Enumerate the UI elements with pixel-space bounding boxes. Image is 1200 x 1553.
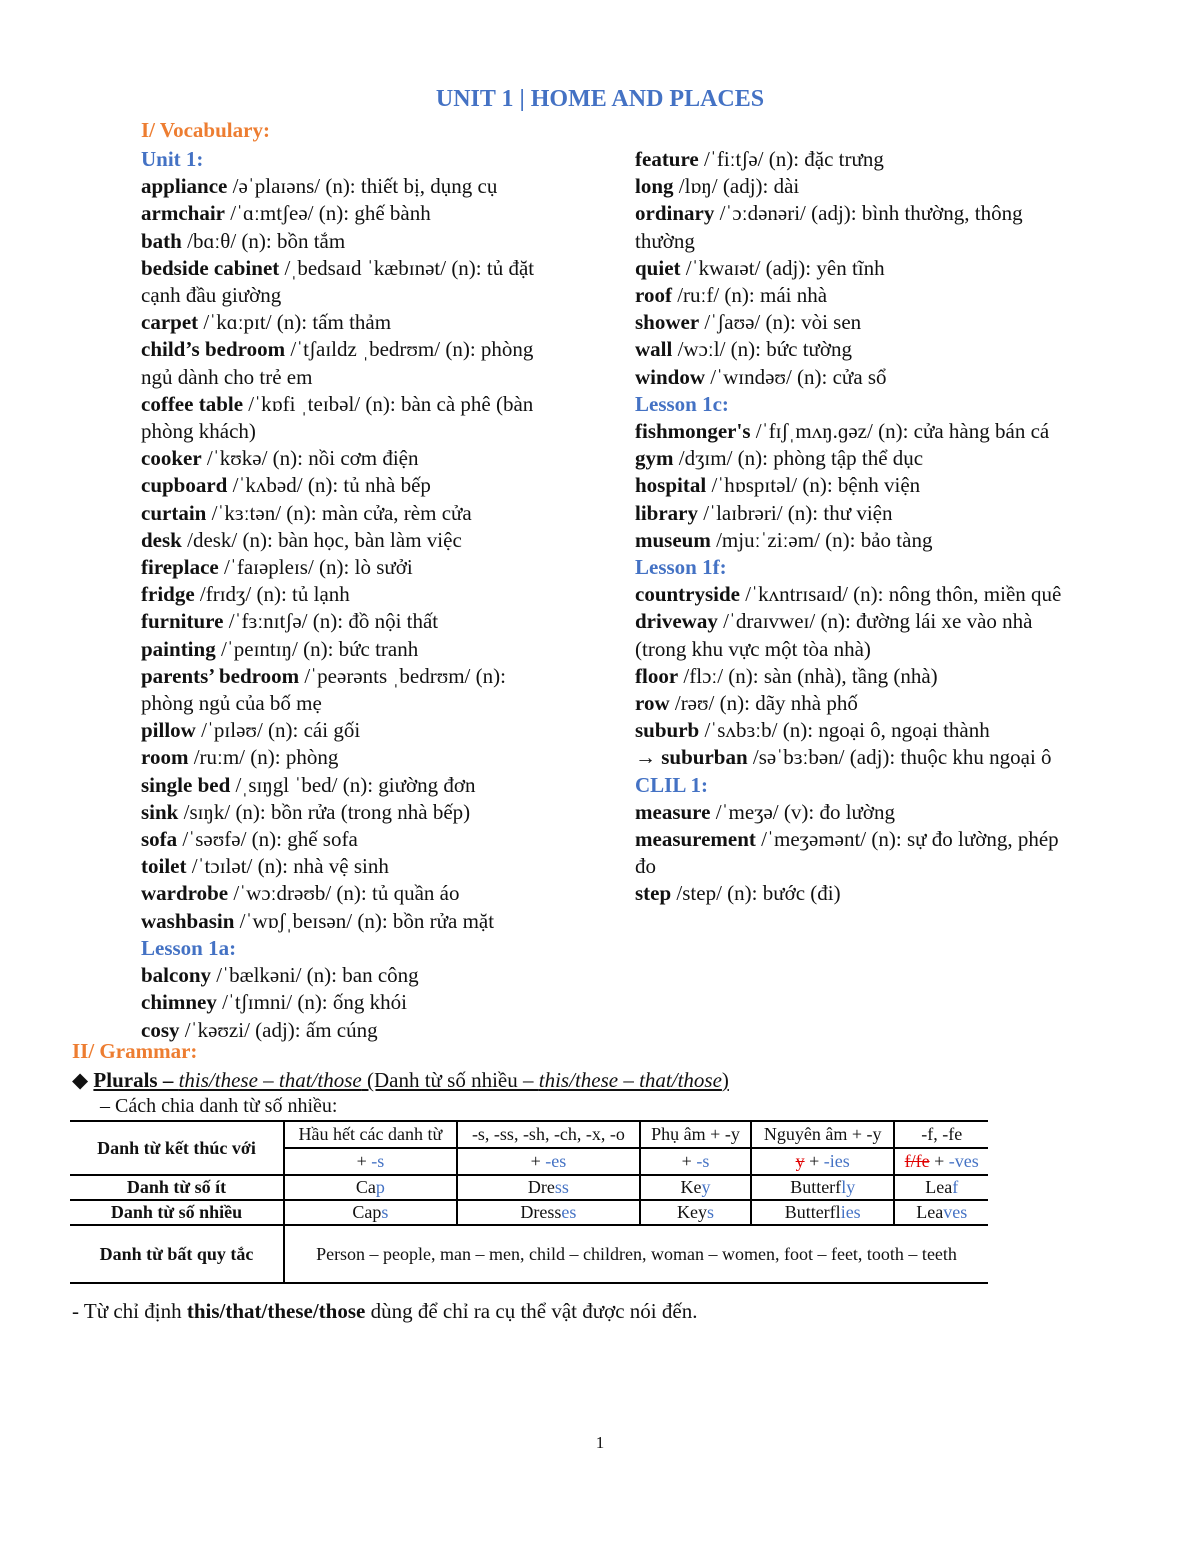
vocab-word: sofa: [141, 827, 178, 852]
vocab-column-left: [141, 146, 561, 1044]
vocab-definition: /ˈfɜːnɪtʃə/ (n): đồ nội thất: [223, 609, 439, 634]
vocab-entry: [635, 880, 1075, 907]
vocab-entry: [141, 799, 561, 826]
plural-cell: Caps: [284, 1200, 457, 1225]
vocab-entry: [635, 255, 1075, 282]
vocab-word: measure: [635, 799, 711, 824]
vocab-word: suburb: [635, 718, 700, 743]
vocab-definition: /ˈʃaʊə/ (n): vòi sen: [699, 310, 862, 335]
vocab-definition: /ˈpeərənts ˌbedrʊm/ (n): phòng ngủ của bố mẹ: [141, 663, 506, 716]
vocab-entry: [141, 309, 561, 336]
vocab-word: step: [635, 881, 672, 906]
ending-cell: Phụ âm + -y: [640, 1121, 751, 1148]
page-title: UNIT 1 | HOME AND PLACES: [435, 86, 765, 112]
vocab-word: bath: [141, 228, 182, 253]
vocab-definition: /ˈpeɪntɪŋ/ (n): bức tranh: [215, 636, 419, 661]
rule-cell: y + -ies: [751, 1148, 894, 1175]
vocab-definition: /ˈdraɪvweɪ/ (n): đường lái xe vào nhà (trong khu vực một tòa nhà): [635, 609, 1033, 661]
vocab-word: countryside: [635, 582, 740, 607]
vocab-definition: /əˈplaɪəns/ (n): thiết bị, dụng cụ: [227, 174, 498, 199]
vocab-definition: /sɪŋk/ (n): bồn rửa (trong nhà bếp): [178, 799, 471, 824]
irregular-row: [70, 1225, 988, 1283]
vocab-entry: [635, 472, 1075, 499]
vocab-definition: /ˌsɪŋgl ˈbed/ (n): giường đơn: [230, 772, 476, 797]
vocab-word: hospital: [635, 473, 707, 498]
vocab-definition: /ˈfaɪəpleɪs/ (n): lò sưởi: [218, 555, 413, 580]
vocab-definition: /ˈmeʒəmənt/ (n): sự đo lường, phép đo: [635, 827, 1059, 879]
vocab-definition: /ˈsʌbɜːb/ (n): ngoại ô, ngoại thành: [699, 718, 990, 743]
vocab-entry: [141, 581, 561, 608]
vocab-word: parents’ bedroom: [141, 663, 300, 688]
word-ending: ies: [840, 1202, 861, 1222]
vocab-entry: [635, 500, 1075, 527]
vocab-definition: /ˈkʌbəd/ (n): tủ nhà bếp: [227, 473, 431, 498]
vocab-definition: /ˈkwaɪət/ (adj): yên tĩnh: [680, 255, 885, 280]
vocab-column-right: [635, 146, 1075, 908]
vocab-entry: [141, 500, 561, 527]
vocab-definition: /ˈtɔɪlət/ (n): nhà vệ sinh: [186, 854, 389, 879]
vocab-word: fireplace: [141, 555, 219, 580]
vocab-definition: /ˈsəʊfə/ (n): ghế sofa: [177, 827, 358, 852]
vocab-entry: [635, 200, 1075, 254]
note-suffix: dùng để chỉ ra cụ thể vật được nói đến.: [365, 1299, 698, 1323]
vocab-definition: /ˈkɒfi ˌteɪbəl/ (n): bàn cà phê (bàn phòng khách): [141, 391, 534, 444]
note-prefix: - Từ chỉ định: [72, 1299, 187, 1323]
vocab-word: appliance: [141, 174, 228, 199]
word-ending: ss: [554, 1177, 569, 1197]
vocab-entry: [635, 826, 1075, 880]
vocab-word: child’s bedroom: [141, 337, 286, 362]
vocab-entry: [141, 717, 561, 744]
vocab-definition: /bɑːθ/ (n): bồn tắm: [181, 228, 346, 253]
vocab-entry: [141, 663, 561, 717]
vocab-entry: [141, 173, 561, 200]
vocab-word: washbasin: [141, 908, 235, 933]
vocab-entry: [141, 554, 561, 581]
vocab-definition: /ˈkɜːtən/ (n): màn cửa, rèm cửa: [206, 500, 472, 525]
plurals-table: [70, 1120, 988, 1284]
singular-row: [70, 1175, 988, 1200]
vocab-definition: /frɪdʒ/ (n): tủ lạnh: [194, 582, 350, 607]
singular-cell: Dress: [457, 1175, 640, 1200]
rule-cell: + -s: [284, 1148, 457, 1175]
vocab-definition: /ˈmeʒə/ (v): đo lường: [710, 799, 896, 824]
vocab-entry: [141, 255, 561, 309]
vocab-word: single bed: [141, 772, 231, 797]
ending-cell: -f, -fe: [894, 1121, 988, 1148]
vocab-entry: [635, 799, 1075, 826]
vocab-entry: [141, 826, 561, 853]
grammar-heading: II/ Grammar:: [72, 1039, 198, 1063]
vocab-definition: /wɔːl/ (n): bức tường: [672, 337, 853, 362]
vocab-entry: [635, 173, 1075, 200]
vocab-word: curtain: [141, 500, 207, 525]
vocab-word: quiet: [635, 255, 681, 280]
vocab-definition: /rəʊ/ (n): dãy nhà phố: [669, 691, 858, 716]
vocab-word: sink: [141, 799, 179, 824]
vocab-word: furniture: [141, 609, 224, 634]
vocab-entry: [635, 527, 1075, 554]
vocab-entry: [141, 527, 561, 554]
vocab-entry: [141, 200, 561, 227]
lesson-header: Lesson 1f:: [635, 555, 727, 580]
vocab-word: chimney: [141, 990, 217, 1015]
vocab-word: armchair: [141, 201, 225, 226]
struck-ending: f/fe: [904, 1151, 930, 1171]
plural-row: [70, 1200, 988, 1225]
vocab-entry: [141, 989, 561, 1016]
plurals-title: [72, 1068, 729, 1093]
word-ending: ves: [943, 1202, 968, 1222]
vocab-entry: [635, 744, 1075, 771]
vocab-word: library: [635, 500, 698, 525]
vocabulary-heading: I/ Vocabulary:: [141, 118, 270, 142]
rule-cell: f/fe + -ves: [894, 1148, 988, 1175]
irregular-label: Danh từ bất quy tắc: [99, 1243, 254, 1264]
plural-cell: Dresses: [457, 1200, 640, 1225]
vocab-word: museum: [635, 527, 711, 552]
vocab-word: carpet: [141, 310, 199, 335]
lesson-header: Unit 1:: [141, 147, 204, 171]
vocab-word: desk: [141, 527, 182, 552]
vocab-entry: [141, 853, 561, 880]
vocab-word: fridge: [141, 582, 195, 607]
vocab-definition: /ˈkɑːpɪt/ (n): tấm thảm: [198, 310, 392, 335]
lesson-header: Lesson 1c:: [635, 391, 729, 416]
vocab-entry: [141, 772, 561, 799]
vocab-word: cooker: [141, 446, 202, 471]
singular-cell: Cap: [284, 1175, 457, 1200]
plural-cell: Leaves: [894, 1200, 988, 1225]
vocab-word: pillow: [141, 718, 196, 743]
plurals-title-segment: (Danh từ số nhiều –: [361, 1068, 539, 1092]
rule-cell: + -s: [640, 1148, 751, 1175]
vocab-entry: [141, 962, 561, 989]
vocab-entry: [635, 282, 1075, 309]
demonstrative-note: [72, 1299, 697, 1324]
word-ending: s: [706, 1202, 714, 1222]
vocab-entry: [141, 445, 561, 472]
plurals-title-italic: this/these – that/those: [178, 1068, 362, 1092]
vocab-word: long: [635, 174, 674, 199]
plurals-title-segment: ): [721, 1068, 729, 1092]
vocab-entry: [141, 608, 561, 635]
suffix: -ies: [823, 1151, 850, 1171]
vocab-entry: [635, 608, 1075, 662]
vocab-entry: [141, 391, 561, 445]
ending-label: Danh từ kết thúc với: [97, 1137, 256, 1158]
vocab-word: bedside cabinet: [141, 255, 280, 280]
plural-label: Danh từ số nhiều: [110, 1202, 243, 1222]
vocab-definition: /ˈpɪləʊ/ (n): cái gối: [195, 718, 361, 743]
word-ending: p: [375, 1177, 385, 1197]
page-number: 1: [595, 1433, 605, 1452]
vocab-word: painting: [141, 636, 216, 661]
singular-label: Danh từ số ít: [126, 1177, 227, 1197]
vocab-word: row: [635, 691, 670, 716]
cach-chia-line: – Cách chia danh từ số nhiều:: [100, 1095, 338, 1117]
ending-cell: -s, -ss, -sh, -ch, -x, -o: [457, 1121, 640, 1148]
vocab-definition: /ˈlaɪbrəri/ (n): thư viện: [698, 500, 893, 525]
vocab-entry: [635, 581, 1075, 608]
word-ending: es: [561, 1202, 577, 1222]
plural-cell: Butterflies: [751, 1200, 894, 1225]
vocab-word: ordinary: [635, 201, 715, 226]
suffix: -es: [545, 1151, 567, 1171]
word-ending: ly: [841, 1177, 856, 1197]
lesson-header: Lesson 1a:: [141, 935, 237, 960]
vocab-entry: [635, 364, 1075, 391]
vocab-entry: [635, 309, 1075, 336]
vocab-definition: /dʒɪm/ (n): phòng tập thể dục: [673, 446, 924, 471]
vocab-definition: /ˈbælkəni/ (n): ban công: [211, 963, 419, 988]
vocab-word: feature: [635, 147, 699, 171]
word-ending: y: [701, 1177, 711, 1197]
plural-cell: Keys: [640, 1200, 751, 1225]
ending-cell: Hầu hết các danh từ: [284, 1121, 457, 1148]
vocab-entry: [635, 336, 1075, 363]
vocab-definition: /səˈbɜːbən/ (adj): thuộc khu ngoại ô: [747, 745, 1052, 770]
vocab-word: floor: [635, 663, 679, 688]
plurals-title-italic: this/these – that/those: [538, 1068, 722, 1092]
vocab-definition: /flɔː/ (n): sàn (nhà), tầng (nhà): [678, 663, 938, 688]
vocab-definition: /ruːm/ (n): phòng: [188, 745, 339, 770]
vocab-entry: [141, 472, 561, 499]
vocab-definition: /ˈɑːmtʃeə/ (n): ghế bành: [224, 201, 431, 226]
vocab-word: coffee table: [141, 391, 244, 416]
vocab-entry: [141, 908, 561, 935]
vocab-entry: [141, 336, 561, 390]
vocab-word: wardrobe: [141, 881, 229, 906]
vocab-word: cosy: [141, 1017, 180, 1042]
ending-cell: Nguyên âm + -y: [751, 1121, 894, 1148]
rule-cell: + -es: [457, 1148, 640, 1175]
vocab-word: cupboard: [141, 473, 228, 498]
vocab-definition: /ˈfiːtʃə/ (n): đặc trưng: [698, 147, 884, 171]
singular-cell: Butterfly: [751, 1175, 894, 1200]
vocab-definition: /ˈkʊkə/ (n): nồi cơm điện: [201, 446, 419, 471]
vocab-entry: [635, 445, 1075, 472]
vocab-definition: /ˈtʃaɪldz ˌbedrʊm/ (n): phòng ngủ dành cho trẻ em: [141, 337, 534, 389]
vocab-entry: [141, 228, 561, 255]
singular-cell: Key: [640, 1175, 751, 1200]
vocab-word: gym: [635, 446, 674, 471]
vocab-definition: /lɒŋ/ (adj): dài: [673, 174, 800, 199]
vocab-definition: /desk/ (n): bàn học, bàn làm việc: [181, 527, 462, 552]
vocab-definition: /ˈkʌntrɪsaɪd/ (n): nông thôn, miền quê: [740, 582, 1062, 607]
vocab-entry: [635, 418, 1075, 445]
vocab-word: shower: [635, 310, 700, 335]
vocab-entry: [635, 690, 1075, 717]
vocab-definition: /ˈwɪndəʊ/ (n): cửa sổ: [705, 364, 887, 389]
suffix: -s: [371, 1151, 385, 1171]
note-bold: this/that/these/those: [186, 1299, 366, 1323]
vocab-entry: [141, 880, 561, 907]
vocab-definition: /ˌbedsaɪd ˈkæbɪnət/ (n): tủ đặt cạnh đầu giường: [141, 255, 535, 308]
irregular-text: Person – people, man – men, child – children, woman – women, foot – feet, tooth – teeth: [284, 1225, 988, 1283]
vocab-definition: /ˈɔːdənəri/ (adj): bình thường, thông thường: [635, 201, 1023, 253]
diamond-bullet-icon: ◆: [72, 1068, 89, 1092]
vocab-word: balcony: [141, 963, 212, 988]
vocab-entry: [141, 636, 561, 663]
suffix: -ves: [948, 1151, 979, 1171]
vocab-entry: [635, 663, 1075, 690]
vocab-definition: /ruːf/ (n): mái nhà: [671, 283, 828, 308]
vocab-word: fishmonger's: [635, 419, 751, 444]
vocab-definition: /ˈtʃɪmni/ (n): ống khói: [216, 990, 407, 1015]
vocab-definition: /step/ (n): bước (đi): [671, 881, 841, 906]
vocab-word: toilet: [141, 854, 187, 879]
struck-ending: y: [795, 1151, 805, 1171]
plurals-title-segment: Plurals –: [93, 1068, 179, 1092]
vocab-word: room: [141, 745, 189, 770]
vocab-definition: /ˈfɪʃˌmʌŋ.ɡəz/ (n): cửa hàng bán cá: [750, 419, 1050, 444]
plurals-title-text: [93, 1068, 729, 1092]
vocab-definition: /ˈwɔːdrəʊb/ (n): tủ quần áo: [228, 881, 460, 906]
vocab-word: roof: [635, 283, 672, 308]
vocab-entry: [141, 1017, 561, 1044]
vocab-word: window: [635, 364, 706, 389]
vocab-definition: /ˈhɒspɪtəl/ (n): bệnh viện: [706, 473, 921, 498]
vocab-entry: [635, 717, 1075, 744]
word-ending: f: [952, 1177, 959, 1197]
suffix: -s: [696, 1151, 710, 1171]
vocab-definition: /mjuːˈziːəm/ (n): bảo tàng: [710, 527, 933, 552]
vocab-word: wall: [635, 337, 673, 362]
singular-cell: Leaf: [894, 1175, 988, 1200]
vocab-word: driveway: [635, 609, 718, 634]
vocab-entry: [141, 744, 561, 771]
vocab-word: measurement: [635, 827, 756, 852]
vocab-definition: /ˈkəʊzi/ (adj): ấm cúng: [179, 1017, 378, 1042]
vocab-definition: /ˈwɒʃˌbeɪsən/ (n): bồn rửa mặt: [234, 908, 495, 933]
vocab-word: → suburban: [635, 745, 748, 770]
lesson-header: CLIL 1:: [635, 772, 708, 797]
vocab-entry: [635, 146, 1075, 173]
word-ending: s: [381, 1202, 389, 1222]
